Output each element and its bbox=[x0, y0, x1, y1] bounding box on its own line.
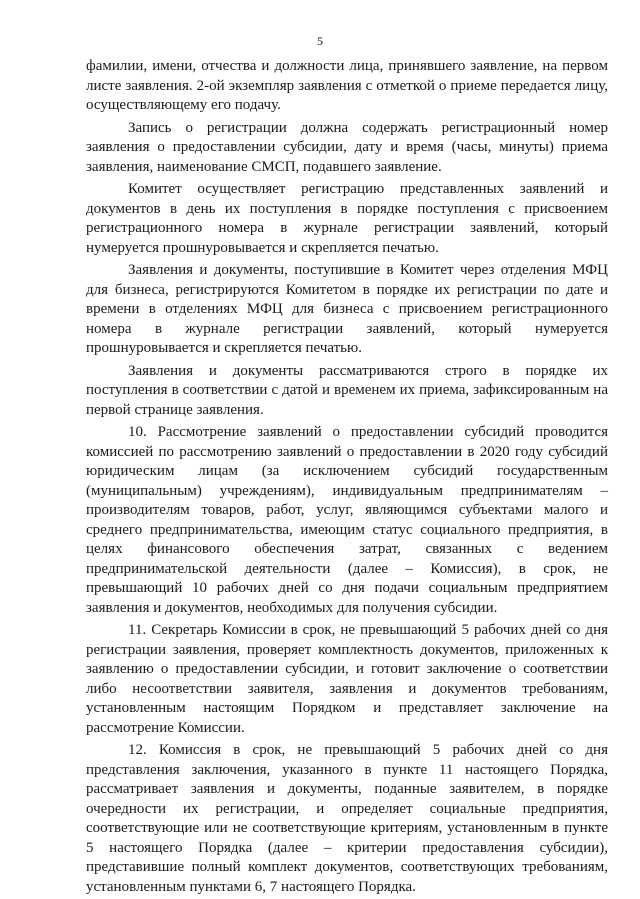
document-body bbox=[86, 57, 608, 897]
paragraph-continuation: фамилии, имени, отчества и должности лица, принявшего заявление, на первом листе заявления. 2-ой экземпляр заявления с отметкой о приеме передается лицу, осуществляющему его подачу. bbox=[86, 58, 608, 113]
paragraph-committee-registration: Комитет осуществляет регистрацию представленных заявлений и документов в день их поступления в порядке поступления с присвоением регистрационного номера в журнале регистрации заявлений, который нумеруется прошнуровывается и скрепляется печатью. bbox=[86, 181, 608, 256]
page-number: 5 bbox=[317, 34, 323, 48]
paragraph-item-12: 12. Комиссия в срок, не превышающий 5 рабочих дней со дня представления заключения, указанного в пункте 11 настоящего Порядка, рассматривает заявления и документы, поданные заявителем, в порядке очередности их регистрации, и определяет социальные предприятия, соответствующие или не соответствующие критериям, установленным в пункте 5 настоящего Порядка (далее – критерии предоставления субсидии), представившие полный комплект документов, соответствующих требованиям, установленным пунктами 6, 7 настоящего Порядка. bbox=[86, 742, 608, 895]
paragraph-item-11: 11. Секретарь Комиссии в срок, не превышающий 5 рабочих дней со дня регистрации заявления, проверяет комплектность документов, приложенных к заявлению о предоставлении субсидии, и готовит заключение о соответствии либо несоответствии заявителя, заявления и документов требованиям, установленным настоящим Порядком и представляет заключение на рассмотрение Комиссии. bbox=[86, 622, 608, 736]
paragraph-review-order: Заявления и документы рассматриваются строго в порядке их поступления в соответствии с датой и временем их приема, зафиксированным на первой странице заявления. bbox=[86, 362, 608, 418]
paragraph-mfc-registration: Заявления и документы, поступившие в Комитет через отделения МФЦ для бизнеса, регистрируются Комитетом в порядке их регистрации по дате и времени в отделениях МФЦ для бизнеса с присвоением регистрационного номера в журнале регистрации заявлений, который нумеруется прошнуровывается и скрепляется печатью. bbox=[86, 262, 608, 356]
paragraph-registration-record: Запись о регистрации должна содержать регистрационный номер заявления о предоставлении субсидии, дату и время (часы, минуты) приема заявления, наименование СМСП, подавшего заявление. bbox=[86, 119, 608, 175]
paragraph-item-10: 10. Рассмотрение заявлений о предоставлении субсидий проводится комиссией по рассмотрению заявлений о предоставлении в 2020 году субсидий юридическим лицам (за исключением субсидий государственным (муниципальным) учреждениям), индивидуальным предпринимателям – производителям товаров, работ, услуг, являющимся субъектами малого и среднего предпринимательства, имеющим статус социального предприятия, в целях финансового обеспечения затрат, связанных с ведением предпринимательской деятельности (далее – Комиссия), в срок, не превышающий 10 рабочих дней со дня подачи социальным предприятием заявления и документов, необходимых для получения субсидии. bbox=[86, 424, 608, 616]
